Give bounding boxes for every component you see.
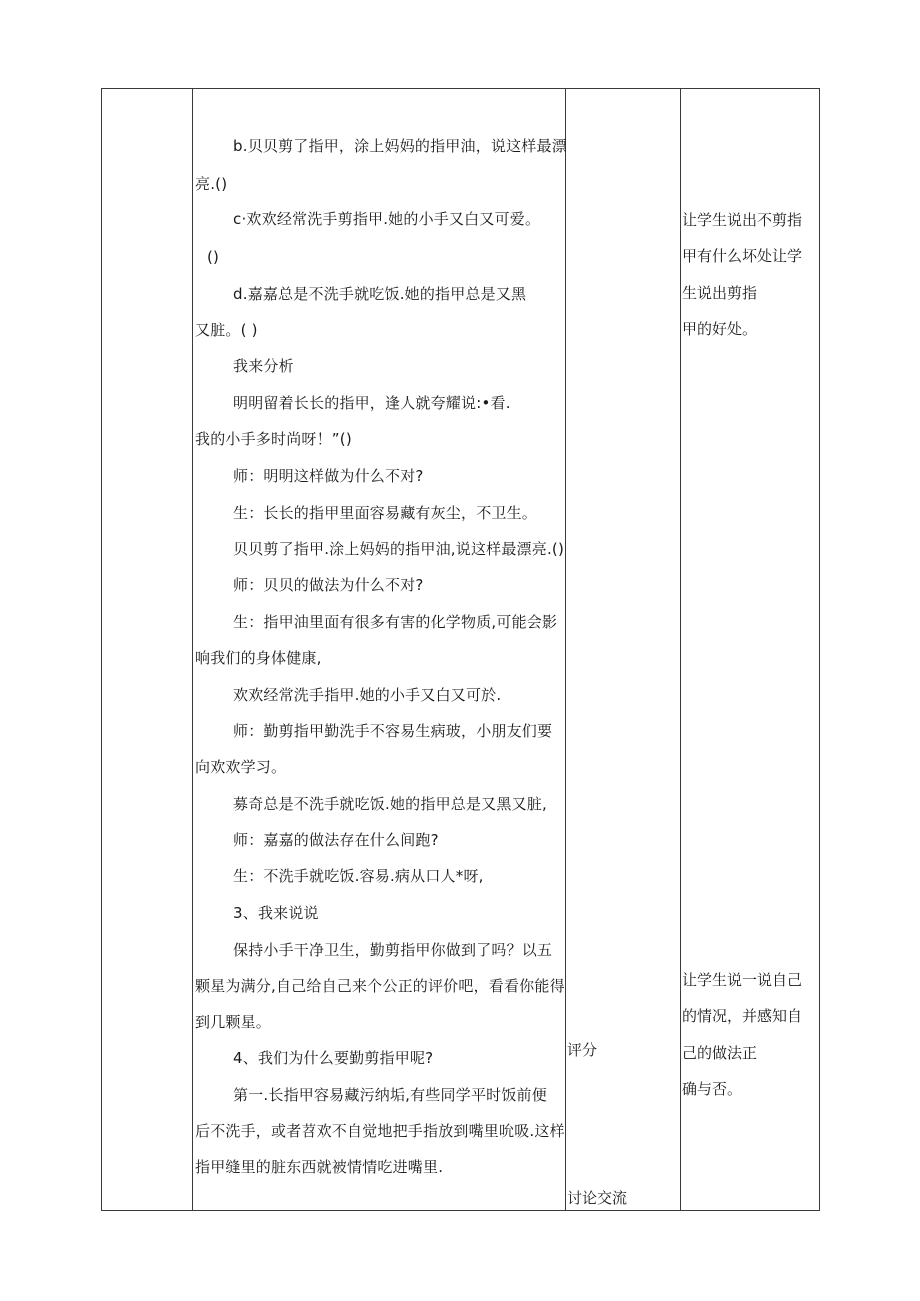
content-line: 明明留着长长的指甲，逢人就夸耀说:•看.: [233, 394, 511, 412]
content-line: (): [207, 248, 220, 266]
content-line: 我的小手多时尚呀！”(): [195, 430, 352, 448]
discussion-label: 讨论交流: [567, 1189, 628, 1207]
intent-line: 甲有什么坏处让学: [682, 247, 803, 265]
content-line: 第一.长指甲容易藏污纳垢,有些同学平时饭前便: [233, 1086, 547, 1104]
content-line: 4、我们为什么要勤剪指甲呢?: [233, 1049, 434, 1067]
content-line: 贝贝剪了指甲.涂上妈妈的指甲油,说这样最漂亮.(): [233, 540, 565, 558]
content-line: 师：明明这样做为什么不对?: [233, 467, 424, 485]
intent-line: 甲的好处。: [682, 320, 758, 338]
intent-line: 的情况，并感知自: [682, 1007, 803, 1025]
content-line: 生：指甲油里面有很多有害的化学物质,可能会影: [233, 613, 558, 631]
content-line: d.嘉嘉总是不洗手就吃饭.她的指甲总是又黑: [233, 285, 527, 303]
score-label: 评分: [567, 1041, 598, 1059]
content-line: 师：贝贝的做法为什么不对?: [233, 576, 424, 594]
activity-column: [566, 88, 680, 1211]
content-line: 保持小手干净卫生，勤剪指甲你做到了吗？以五: [233, 941, 553, 959]
intent-line: 让学生说出不剪指: [682, 211, 803, 229]
content-line: 师：勤剪指甲勤洗手不容易生病玻，小朋友们要: [233, 722, 553, 740]
content-line: 后不洗手，或者苕欢不自觉地把手指放到嘴里吮吸.这样: [195, 1122, 565, 1140]
intent-line: 生说出剪指: [682, 284, 758, 302]
intent-line: 让学生说一说自己: [682, 971, 803, 989]
content-line: 向欢欢学习。: [195, 758, 287, 776]
content-line: 到几颗星。: [195, 1013, 272, 1031]
content-line: c·欢欢经常洗手剪指甲.她的小手又白又可爱。: [233, 210, 541, 228]
lesson-content-column: [193, 88, 565, 1211]
content-line: 我来分析: [233, 357, 294, 375]
empty-first-column: [102, 88, 192, 1211]
content-line: 亮.(): [195, 175, 228, 193]
content-line: 生：不洗手就吃饭.容易.病从口人*呀,: [233, 867, 484, 885]
content-line: 生：长长的指甲里面容易藏有灰尘，不卫生。: [233, 504, 538, 522]
intent-line: 己的做法正: [682, 1044, 758, 1062]
content-line: 师：嘉嘉的做法存在什么间跑?: [233, 831, 439, 849]
content-line: 3、我来说说: [233, 904, 319, 922]
content-line: 又脏。( ): [195, 321, 258, 339]
content-line: 响我们的身体健康,: [195, 649, 322, 667]
content-line: 颗星为满分,自己给自己来个公正的评价吧，看看你能得: [195, 977, 565, 995]
content-line: 募奇总是不洗手就吃饭.她的指甲总是又黑又脏,: [233, 795, 547, 813]
content-line: b.贝贝剪了指甲，涂上妈妈的指甲油，说这样最漂: [233, 137, 567, 155]
content-line: 欢欢经常洗手指甲.她的小手又白又可於.: [233, 686, 502, 704]
intent-line: 确与否。: [682, 1080, 743, 1098]
table-right-border: [819, 88, 820, 1211]
design-intent-column: [681, 88, 819, 1211]
content-line: 指甲缝里的脏东西就被情情吃进嘴里.: [195, 1158, 444, 1176]
